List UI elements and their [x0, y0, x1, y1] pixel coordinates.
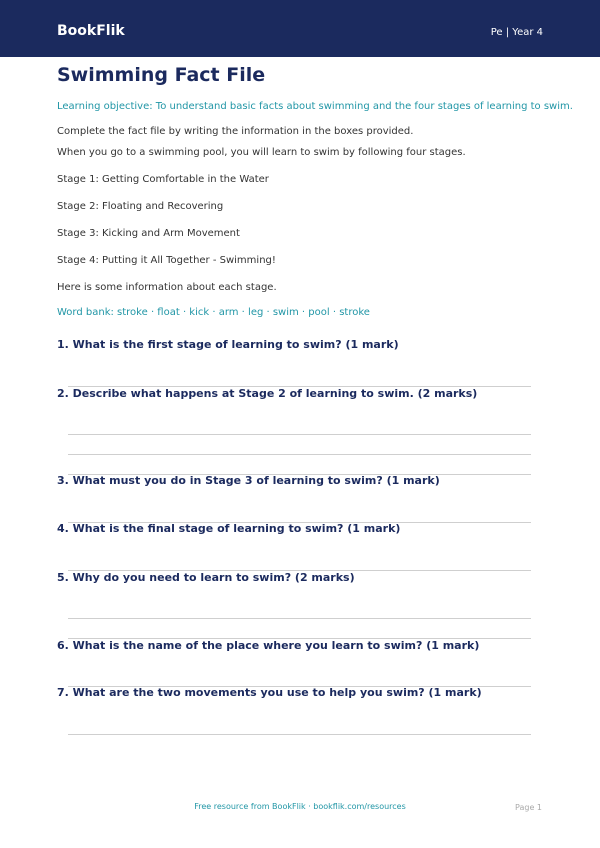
learning-objective: Learning objective: To understand basic facts about swimming and the four stages of learning to swim.: [57, 101, 573, 112]
intro-stages-text: When you go to a swimming pool, you will learn to swim by following four stages.: [57, 147, 466, 158]
question-3: 3. What must you do in Stage 3 of learning to swim? (1 mark): [57, 474, 440, 487]
subject-year-label: Pe | Year 4: [490, 27, 543, 38]
stage-item: Stage 1: Getting Comfortable in the Water: [57, 174, 269, 185]
intro-instructions: Complete the fact file by writing the information in the boxes provided.: [57, 126, 414, 137]
header-bar: [0, 0, 600, 57]
answer-line[interactable]: [68, 734, 531, 735]
stage-item: Stage 4: Putting it All Together - Swimming!: [57, 255, 276, 266]
answer-line[interactable]: [68, 434, 531, 435]
answer-line[interactable]: [68, 454, 531, 455]
answer-line[interactable]: [68, 618, 531, 619]
question-1: 1. What is the first stage of learning to swim? (1 mark): [57, 338, 399, 351]
brand-logo-text: BookFlik: [57, 23, 125, 39]
page-number: Page 1: [515, 803, 542, 812]
question-2: 2. Describe what happens at Stage 2 of learning to swim. (2 marks): [57, 387, 478, 400]
question-7: 7. What are the two movements you use to help you swim? (1 mark): [57, 686, 482, 699]
question-6: 6. What is the name of the place where you learn to swim? (1 mark): [57, 639, 480, 652]
info-text: Here is some information about each stage.: [57, 282, 277, 293]
question-5: 5. Why do you need to learn to swim? (2 marks): [57, 571, 355, 584]
footer-credit: Free resource from BookFlik · bookflik.com/resources: [194, 802, 406, 811]
word-bank: Word bank: stroke · float · kick · arm · leg · swim · pool · stroke: [57, 307, 370, 318]
question-4: 4. What is the final stage of learning to swim? (1 mark): [57, 522, 401, 535]
stage-item: Stage 2: Floating and Recovering: [57, 201, 224, 212]
stage-item: Stage 3: Kicking and Arm Movement: [57, 228, 240, 239]
page-title: Swimming Fact File: [57, 64, 266, 86]
